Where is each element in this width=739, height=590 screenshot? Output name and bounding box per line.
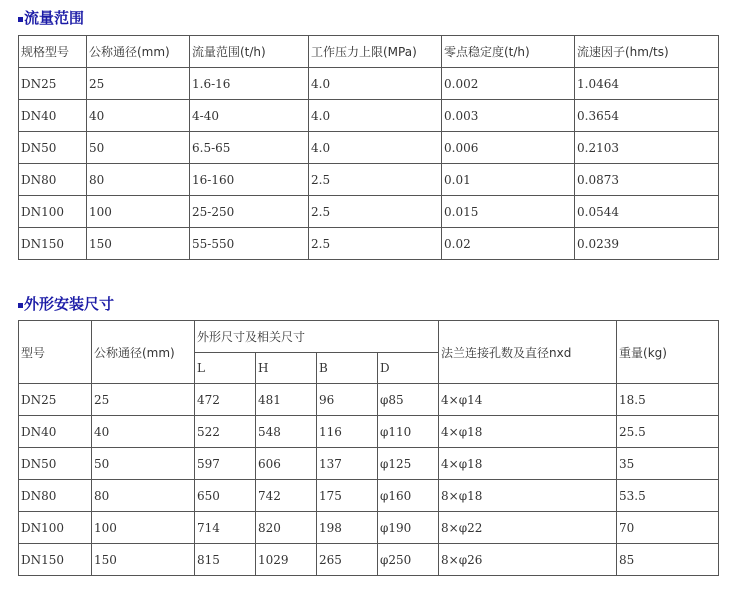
table-cell: 175 [317, 480, 378, 512]
table-cell: 606 [256, 448, 317, 480]
table-cell: 0.0544 [575, 196, 719, 228]
table-cell: 116 [317, 416, 378, 448]
table-row [19, 544, 719, 576]
table-header-row [19, 36, 719, 68]
table-row [19, 196, 719, 228]
table-cell: 150 [92, 544, 195, 576]
table-cell: 100 [92, 512, 195, 544]
table-cell: 820 [256, 512, 317, 544]
table-cell: 2.5 [309, 228, 442, 260]
table-cell: φ160 [378, 480, 439, 512]
table-row [19, 100, 719, 132]
table-cell: DN40 [19, 100, 87, 132]
table-cell: 4×φ18 [439, 448, 617, 480]
table-cell: 96 [317, 384, 378, 416]
table-cell: DN100 [19, 512, 92, 544]
column-header: 公称通径(mm) [87, 36, 190, 68]
table-cell: DN40 [19, 416, 92, 448]
table-row [19, 132, 719, 164]
table-cell: 0.006 [442, 132, 575, 164]
table-cell: φ85 [378, 384, 439, 416]
table-cell: 80 [92, 480, 195, 512]
table-cell: 40 [87, 100, 190, 132]
table-cell: 2.5 [309, 196, 442, 228]
table-cell: 40 [92, 416, 195, 448]
column-header: 法兰连接孔数及直径nxd [439, 321, 617, 384]
column-header: H [256, 352, 317, 384]
table-cell: DN25 [19, 68, 87, 100]
table-row [19, 512, 719, 544]
table-cell: 18.5 [617, 384, 719, 416]
table-cell: 4×φ18 [439, 416, 617, 448]
table-header-row [19, 321, 719, 353]
flow-range-title: 流量范围 [24, 9, 85, 27]
dimensions-heading [18, 293, 114, 314]
table-cell: 50 [87, 132, 190, 164]
table-cell: 25 [87, 68, 190, 100]
column-header: 流量范围(t/h) [190, 36, 309, 68]
table-cell: 70 [617, 512, 719, 544]
table-cell: φ190 [378, 512, 439, 544]
table-cell: 4×φ14 [439, 384, 617, 416]
table-row [19, 384, 719, 416]
flow-range-heading [18, 7, 84, 28]
table-cell: DN100 [19, 196, 87, 228]
table-cell: 0.015 [442, 196, 575, 228]
table-cell: φ110 [378, 416, 439, 448]
table-cell: 100 [87, 196, 190, 228]
table-row [19, 480, 719, 512]
bullet-square-icon [18, 17, 23, 22]
dimensions-title: 外形安装尺寸 [24, 295, 115, 313]
bullet-square-icon [18, 303, 23, 308]
table-cell: 0.2103 [575, 132, 719, 164]
dimensions-table [18, 320, 719, 576]
table-cell: 4.0 [309, 132, 442, 164]
table-cell: φ250 [378, 544, 439, 576]
column-header: 型号 [19, 321, 92, 384]
table-cell: 8×φ22 [439, 512, 617, 544]
column-group-header: 外形尺寸及相关尺寸 [195, 321, 439, 353]
table-cell: 198 [317, 512, 378, 544]
table-cell: 25.5 [617, 416, 719, 448]
table-cell: 265 [317, 544, 378, 576]
column-header: B [317, 352, 378, 384]
column-header: 公称通径(mm) [92, 321, 195, 384]
table-cell: 50 [92, 448, 195, 480]
table-row [19, 68, 719, 100]
table-cell: 2.5 [309, 164, 442, 196]
table-row [19, 416, 719, 448]
table-cell: 25 [92, 384, 195, 416]
table-cell: 0.01 [442, 164, 575, 196]
flow-range-table [18, 35, 719, 260]
table-cell: 137 [317, 448, 378, 480]
column-header: 流速因子(hm/ts) [575, 36, 719, 68]
table-cell: 0.003 [442, 100, 575, 132]
table-cell: DN150 [19, 544, 92, 576]
table-cell: 25-250 [190, 196, 309, 228]
table-cell: DN50 [19, 448, 92, 480]
table-cell: 0.0873 [575, 164, 719, 196]
table-cell: 742 [256, 480, 317, 512]
table-cell: 0.002 [442, 68, 575, 100]
table-cell: 1.0464 [575, 68, 719, 100]
table-cell: 481 [256, 384, 317, 416]
table-cell: 80 [87, 164, 190, 196]
table-cell: 472 [195, 384, 256, 416]
table-cell: 8×φ18 [439, 480, 617, 512]
table-row [19, 228, 719, 260]
table-cell: 4.0 [309, 100, 442, 132]
table-cell: DN50 [19, 132, 87, 164]
table-cell: 150 [87, 228, 190, 260]
table-cell: 0.0239 [575, 228, 719, 260]
column-header: L [195, 352, 256, 384]
table-cell: 815 [195, 544, 256, 576]
table-cell: 8×φ26 [439, 544, 617, 576]
table-cell: 650 [195, 480, 256, 512]
table-cell: 4-40 [190, 100, 309, 132]
column-header: 规格型号 [19, 36, 87, 68]
column-header: 工作压力上限(MPa) [309, 36, 442, 68]
table-cell: DN150 [19, 228, 87, 260]
table-cell: DN80 [19, 164, 87, 196]
table-cell: DN25 [19, 384, 92, 416]
table-cell: 35 [617, 448, 719, 480]
column-header: 零点稳定度(t/h) [442, 36, 575, 68]
table-cell: 548 [256, 416, 317, 448]
table-cell: DN80 [19, 480, 92, 512]
table-cell: 85 [617, 544, 719, 576]
table-row [19, 448, 719, 480]
table-cell: 0.3654 [575, 100, 719, 132]
table-cell: 16-160 [190, 164, 309, 196]
table-cell: 53.5 [617, 480, 719, 512]
table-cell: 55-550 [190, 228, 309, 260]
table-row [19, 164, 719, 196]
table-cell: 522 [195, 416, 256, 448]
table-cell: φ125 [378, 448, 439, 480]
table-cell: 6.5-65 [190, 132, 309, 164]
table-cell: 0.02 [442, 228, 575, 260]
column-header: D [378, 352, 439, 384]
table-cell: 714 [195, 512, 256, 544]
table-cell: 597 [195, 448, 256, 480]
table-cell: 1029 [256, 544, 317, 576]
table-cell: 4.0 [309, 68, 442, 100]
table-cell: 1.6-16 [190, 68, 309, 100]
column-header: 重量(kg) [617, 321, 719, 384]
